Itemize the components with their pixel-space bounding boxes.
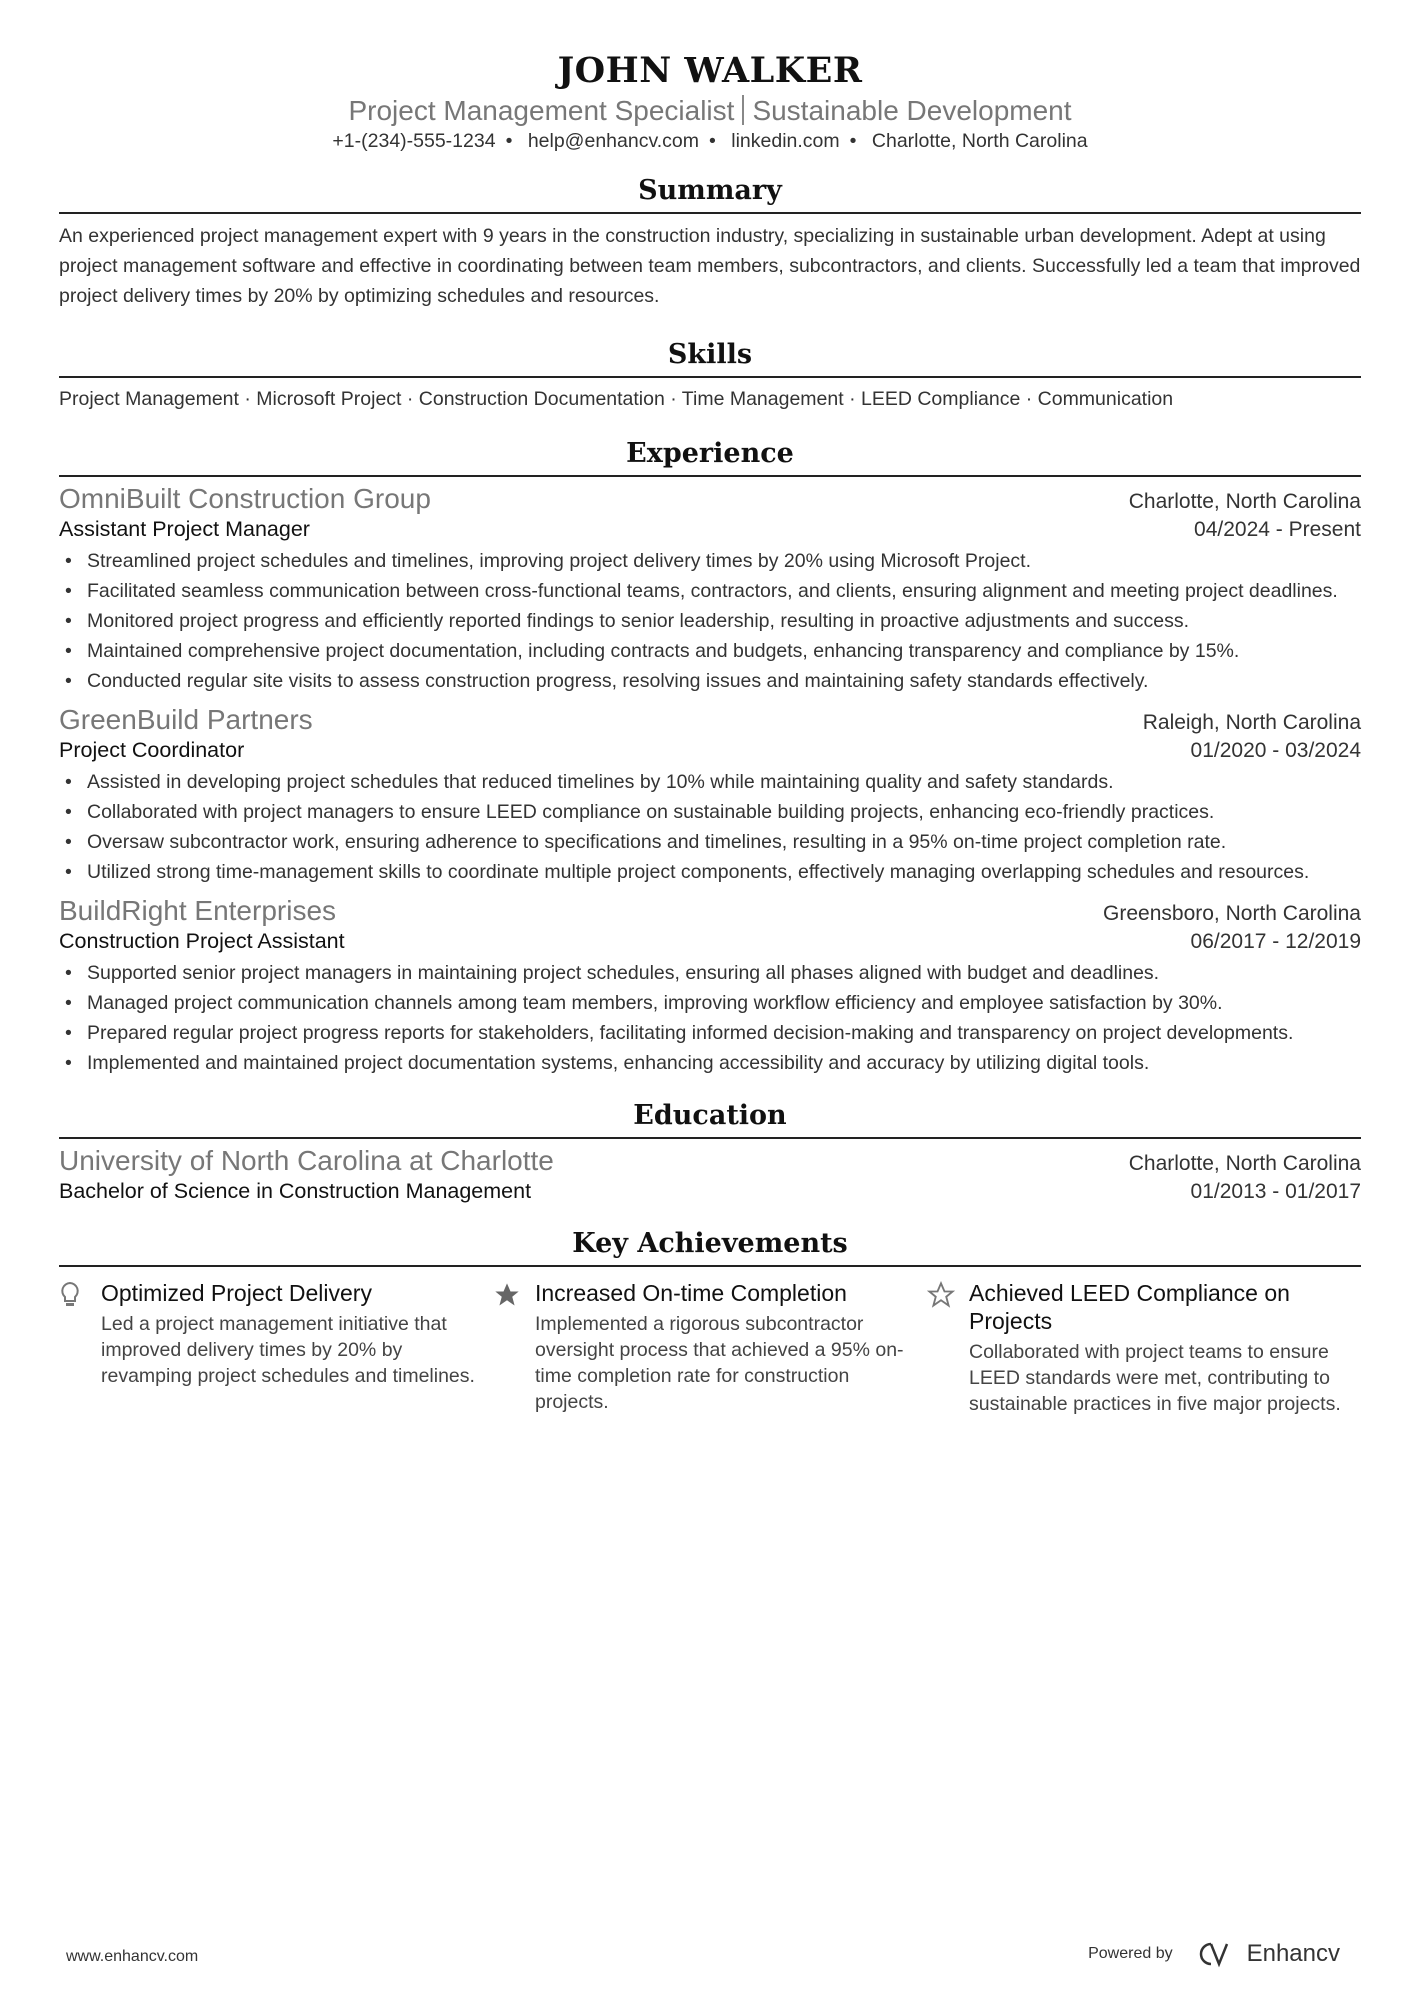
job-entry	[59, 895, 1361, 1078]
powered-by	[1088, 1940, 1340, 1968]
achievement-title: Achieved LEED Compliance on Projects	[969, 1280, 1290, 1334]
achievement-item	[927, 1279, 1361, 1417]
star-filled-icon	[493, 1279, 535, 1417]
skills-heading: Skills	[59, 339, 1361, 378]
experience-heading: Experience	[59, 438, 1361, 477]
degree: Bachelor of Science in Construction Management	[59, 1179, 532, 1203]
email-link[interactable]: help@enhancv.com	[527, 130, 700, 152]
school: University of North Carolina at Charlotte	[59, 1145, 554, 1176]
job-entry	[59, 483, 1361, 696]
achievement-item	[59, 1279, 493, 1417]
education-heading: Education	[59, 1100, 1361, 1139]
achievement-desc: Implemented a rigorous subcontractor oversight process that achieved a 95% on-time completion rate for construction projects.	[535, 1313, 904, 1413]
job-dates: 04/2024 - Present	[1194, 518, 1361, 541]
powered-by-label: Powered by	[1088, 1945, 1173, 1962]
bullet-item: • Collaborated with project managers to ensure LEED compliance on sustainable building projects, enhancing eco-friendly practices.	[59, 797, 1361, 827]
headline-right: Sustainable Development	[752, 95, 1072, 126]
contact-line: +1-(234)-555-1234 • help@enhancv.com • linkedin.com • Charlotte, North Carolina	[332, 130, 1088, 152]
resume	[59, 0, 1361, 1417]
job-title: Construction Project Assistant	[59, 929, 345, 953]
star-outline-icon	[927, 1279, 969, 1417]
enhancv-logo-icon	[1195, 1940, 1239, 1968]
achievement-desc: Collaborated with project teams to ensure LEED standards were met, contributing to sustainable practices in five major projects.	[969, 1341, 1341, 1415]
achievement-desc: Led a project management initiative that improved delivery times by 20% by revamping project schedules and timelines.	[101, 1313, 475, 1387]
education-location: Charlotte, North Carolina	[1128, 1152, 1361, 1175]
achievement-item	[493, 1279, 927, 1417]
bullet-item: • Assisted in developing project schedules that reduced timelines by 10% while maintaining quality and safety standards.	[59, 767, 1361, 797]
headline-left: Project Management Specialist	[348, 95, 735, 126]
brand-name: Enhancv	[1246, 1940, 1340, 1967]
bullet-item: • Prepared regular project progress reports for stakeholders, facilitating informed decision-making and transparency on project developments.	[59, 1018, 1361, 1048]
linkedin-link[interactable]: linkedin.com	[731, 130, 840, 152]
candidate-name: JOHN WALKER	[557, 50, 863, 91]
bullet-item: • Conducted regular site visits to assess construction progress, resolving issues and maintaining safety standards effectively.	[59, 666, 1361, 696]
skills-text: Project Management · Microsoft Project · Construction Documentation · Time Management · LEED Compliance · Communication	[59, 388, 1174, 410]
experience-list	[59, 483, 1361, 1078]
job-dates: 06/2017 - 12/2019	[1190, 930, 1361, 953]
bullet-item: • Monitored project progress and efficiently reported findings to senior leadership, resulting in proactive adjustments and success.	[59, 606, 1361, 636]
bullet-item: • Facilitated seamless communication between cross-functional teams, contractors, and clients, ensuring alignment and meeting project deadlines.	[59, 576, 1361, 606]
bullet-item: • Maintained comprehensive project documentation, including contracts and budgets, enhancing transparency and compliance by 15%.	[59, 636, 1361, 666]
bullet-item: • Oversaw subcontractor work, ensuring adherence to specifications and timelines, resulting in a 95% on-time project completion rate.	[59, 827, 1361, 857]
job-bullets	[59, 767, 1361, 887]
achievements-heading: Key Achievements	[59, 1228, 1361, 1267]
job-bullets	[59, 958, 1361, 1078]
achievement-title: Optimized Project Delivery	[101, 1280, 372, 1306]
job-title: Project Coordinator	[59, 738, 245, 762]
website-link[interactable]: www.enhancv.com	[66, 1948, 199, 1965]
bullet-item: • Implemented and maintained project documentation systems, enhancing accessibility and accuracy by utilizing digital tools.	[59, 1048, 1361, 1078]
achievements-list	[59, 1279, 1361, 1417]
company-name: GreenBuild Partners	[59, 704, 313, 735]
location: Charlotte, North Carolina	[871, 130, 1088, 152]
company-name: OmniBuilt Construction Group	[59, 483, 431, 514]
bullet-item: • Streamlined project schedules and timelines, improving project delivery times by 20% using Microsoft Project.	[59, 546, 1361, 576]
phone: +1-(234)-555-1234	[332, 130, 496, 152]
bullet-item: • Supported senior project managers in maintaining project schedules, ensuring all phases aligned with budget and deadlines.	[59, 958, 1361, 988]
company-name: BuildRight Enterprises	[59, 895, 337, 926]
job-entry	[59, 704, 1361, 887]
education-dates: 01/2013 - 01/2017	[1190, 1180, 1361, 1203]
summary-heading: Summary	[59, 175, 1361, 214]
job-location: Greensboro, North Carolina	[1103, 902, 1361, 925]
bullet-item: • Managed project communication channels among team members, improving workflow efficiency and employee satisfaction by 30%.	[59, 988, 1361, 1018]
job-title: Assistant Project Manager	[59, 517, 310, 541]
lightbulb-icon	[59, 1279, 101, 1417]
bullet-item: • Utilized strong time-management skills to coordinate multiple project components, effectively managing overlapping schedules and resources.	[59, 857, 1361, 887]
achievement-title: Increased On-time Completion	[535, 1280, 847, 1306]
job-location: Charlotte, North Carolina	[1128, 490, 1361, 513]
summary-text: An experienced project management expert with 9 years in the construction industry, specializing in sustainable urban development. Adept at using project management software and effective in coordinating between team members, subcontractors, and clients. Successfully led a team that improved project delivery times by 20% by optimizing schedules and resources.	[59, 225, 1361, 307]
job-bullets	[59, 546, 1361, 696]
job-dates: 01/2020 - 03/2024	[1190, 739, 1361, 762]
job-location: Raleigh, North Carolina	[1142, 711, 1361, 734]
headline	[59, 95, 1361, 127]
divider	[742, 95, 744, 125]
education-entry	[59, 1145, 1361, 1204]
